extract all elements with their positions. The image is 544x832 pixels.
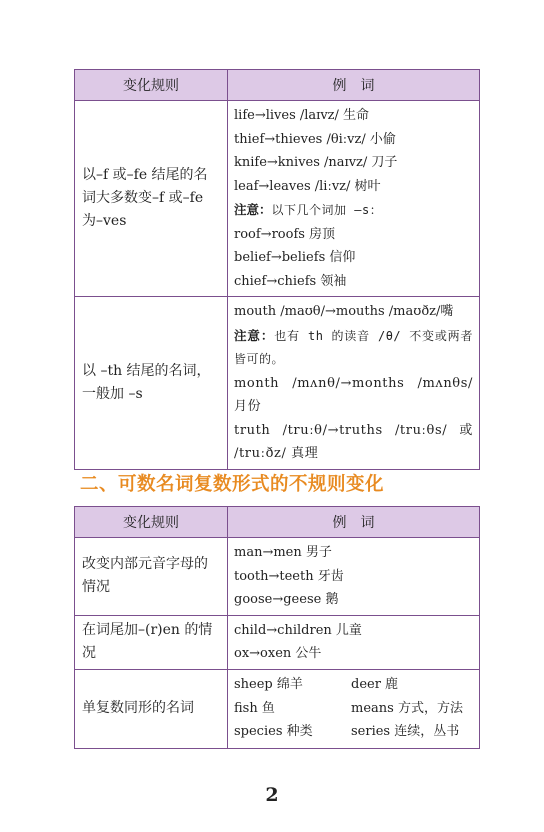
example-line: tooth→teeth 牙齿 bbox=[234, 568, 344, 584]
example-line: means 方式，方法 bbox=[351, 700, 463, 716]
example-line: chief→chiefs 领袖 bbox=[234, 273, 347, 289]
rule-cell: 在词尾加–(r)en 的情况 bbox=[75, 615, 228, 669]
examples-grid bbox=[234, 673, 473, 744]
examples-cell bbox=[228, 538, 480, 616]
table-header-row bbox=[75, 507, 480, 538]
header-examples bbox=[228, 70, 480, 101]
example-line: thief→thieves /θiːvz/ 小偷 bbox=[234, 131, 396, 147]
example-line: leaf→leaves /liːvz/ 树叶 bbox=[234, 178, 381, 194]
example-line: knife→knives /naɪvz/ 刀子 bbox=[234, 155, 398, 170]
header-examples bbox=[228, 507, 480, 538]
example-line: man→men 男子 bbox=[234, 545, 332, 560]
note-label: 注意： bbox=[234, 327, 275, 343]
rule-cell: 改变内部元音字母的情况 bbox=[75, 538, 228, 616]
header-examples-label: 例 词 bbox=[332, 515, 375, 531]
rule-cell: 以–f 或–fe 结尾的名词大多数变–f 或–fe 为–ves bbox=[75, 101, 228, 297]
note-line bbox=[234, 324, 473, 372]
noun-plural-table-regular bbox=[74, 69, 480, 470]
example-line: roof→roofs 房顶 bbox=[234, 226, 336, 242]
noun-plural-table-irregular bbox=[74, 506, 480, 749]
table-header-row bbox=[75, 70, 480, 101]
examples-cell bbox=[228, 669, 480, 748]
note-text: 也有 th 的读音 /θ/ 不变或两者皆可的。 bbox=[234, 328, 473, 366]
rule-cell: 以 –th 结尾的名词，一般加 –s bbox=[75, 297, 228, 470]
note-line bbox=[234, 198, 473, 223]
table-row bbox=[75, 101, 480, 297]
header-rule: 变化规则 bbox=[75, 70, 228, 101]
table-row bbox=[75, 615, 480, 669]
example-line: belief→beliefs 信仰 bbox=[234, 250, 356, 265]
example-line: truth /truːθ/→truths /truːθs/ 或 /truːðz/ 真理 bbox=[234, 422, 473, 461]
header-rule: 变化规则 bbox=[75, 507, 228, 538]
note-text: 以下几个词加 –s： bbox=[271, 203, 383, 217]
page-number: 2 bbox=[265, 784, 279, 806]
example-line: goose→geese 鹅 bbox=[234, 592, 339, 607]
example-line: deer 鹿 bbox=[351, 677, 399, 693]
example-line: fish 鱼 bbox=[234, 700, 275, 716]
examples-cell bbox=[228, 297, 480, 470]
example-line: sheep 绵羊 bbox=[234, 677, 303, 693]
example-line: mouth /maʊθ/→mouths /maʊðz/嘴 bbox=[234, 304, 454, 319]
examples-cell bbox=[228, 101, 480, 297]
example-line: species 种类 bbox=[234, 724, 313, 740]
example-line: month /mʌnθ/→months /mʌnθs/ 月份 bbox=[234, 375, 473, 414]
table-row bbox=[75, 538, 480, 616]
note-label: 注意： bbox=[234, 202, 272, 217]
header-examples-label: 例 词 bbox=[332, 78, 375, 94]
rule-cell: 单复数同形的名词 bbox=[75, 669, 228, 748]
example-line: life→lives /laɪvz/ 生命 bbox=[234, 108, 370, 123]
example-line: ox→oxen 公牛 bbox=[234, 646, 322, 661]
table-row bbox=[75, 669, 480, 748]
examples-cell bbox=[228, 615, 480, 669]
example-line: child→children 儿童 bbox=[234, 622, 362, 638]
example-line: series 连续，丛书 bbox=[351, 724, 460, 740]
table-row bbox=[75, 297, 480, 470]
section-title: 二、可数名词复数形式的不规则变化 bbox=[80, 474, 385, 495]
